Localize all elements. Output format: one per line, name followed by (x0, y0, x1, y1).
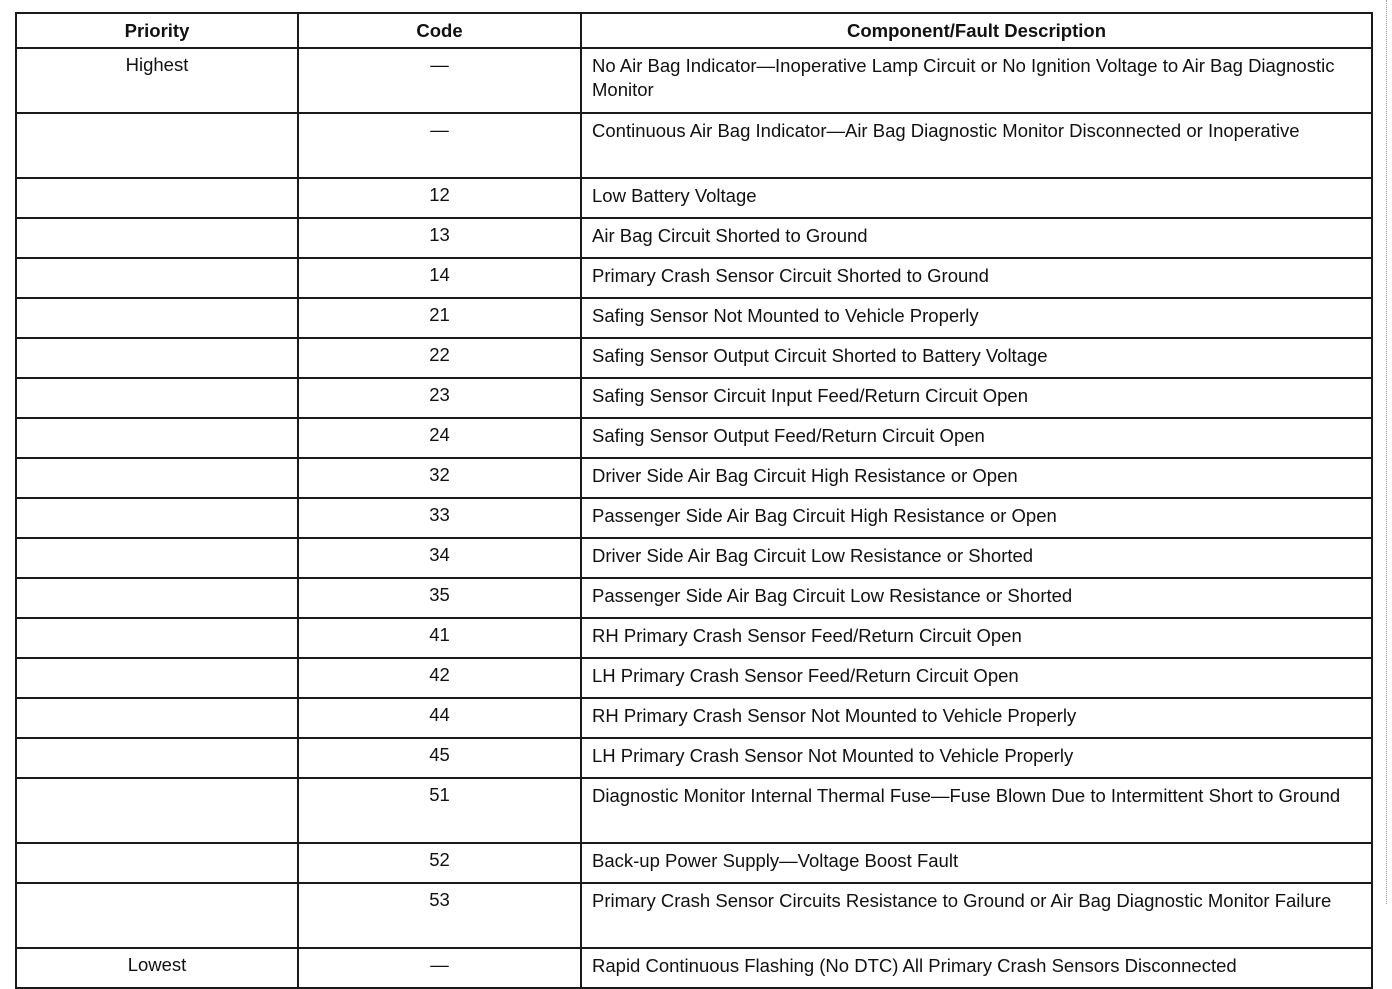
priority-cell (16, 178, 298, 218)
table-body (16, 48, 1372, 988)
description-cell: Passenger Side Air Bag Circuit Low Resistance or Shorted (581, 578, 1372, 618)
table-row (16, 698, 1372, 738)
description-cell: LH Primary Crash Sensor Feed/Return Circuit Open (581, 658, 1372, 698)
code-cell: 52 (298, 843, 581, 883)
code-cell: 51 (298, 778, 581, 843)
code-cell: 33 (298, 498, 581, 538)
table-row (16, 298, 1372, 338)
description-cell: Rapid Continuous Flashing (No DTC) All Primary Crash Sensors Disconnected (581, 948, 1372, 988)
code-cell: 45 (298, 738, 581, 778)
table-row (16, 378, 1372, 418)
table-header (16, 13, 1372, 48)
code-cell: 12 (298, 178, 581, 218)
priority-cell (16, 618, 298, 658)
code-cell: 42 (298, 658, 581, 698)
priority-cell: Lowest (16, 948, 298, 988)
priority-cell (16, 218, 298, 258)
code-cell: 44 (298, 698, 581, 738)
description-cell: Driver Side Air Bag Circuit High Resistance or Open (581, 458, 1372, 498)
code-cell: 32 (298, 458, 581, 498)
table-row (16, 458, 1372, 498)
description-cell: Safing Sensor Output Circuit Shorted to Battery Voltage (581, 338, 1372, 378)
description-cell: Diagnostic Monitor Internal Thermal Fuse—Fuse Blown Due to Intermittent Short to Ground (581, 778, 1372, 843)
code-cell: 24 (298, 418, 581, 458)
description-cell: Primary Crash Sensor Circuits Resistance to Ground or Air Bag Diagnostic Monitor Failure (581, 883, 1372, 948)
code-cell: 35 (298, 578, 581, 618)
table-row (16, 48, 1372, 113)
table-row (16, 658, 1372, 698)
code-cell: 21 (298, 298, 581, 338)
code-cell: — (298, 48, 581, 113)
priority-cell: Highest (16, 48, 298, 113)
description-cell: Driver Side Air Bag Circuit Low Resistance or Shorted (581, 538, 1372, 578)
fault-code-priority-table (15, 12, 1373, 989)
code-cell: 14 (298, 258, 581, 298)
description-cell: No Air Bag Indicator—Inoperative Lamp Circuit or No Ignition Voltage to Air Bag Diagnostic Monitor (581, 48, 1372, 113)
priority-cell (16, 658, 298, 698)
priority-cell (16, 418, 298, 458)
priority-cell (16, 338, 298, 378)
header-row (16, 13, 1372, 48)
table-row (16, 338, 1372, 378)
table-row (16, 948, 1372, 988)
code-cell: 23 (298, 378, 581, 418)
table-row (16, 113, 1372, 178)
table-row (16, 843, 1372, 883)
priority-cell (16, 298, 298, 338)
description-cell: Air Bag Circuit Shorted to Ground (581, 218, 1372, 258)
priority-cell (16, 738, 298, 778)
table-row (16, 218, 1372, 258)
description-cell: Primary Crash Sensor Circuit Shorted to Ground (581, 258, 1372, 298)
description-cell: LH Primary Crash Sensor Not Mounted to Vehicle Properly (581, 738, 1372, 778)
priority-cell (16, 883, 298, 948)
priority-cell (16, 778, 298, 843)
code-cell: — (298, 948, 581, 988)
header-description: Component/Fault Description (581, 13, 1372, 48)
code-cell: — (298, 113, 581, 178)
priority-cell (16, 258, 298, 298)
description-cell: Safing Sensor Output Feed/Return Circuit Open (581, 418, 1372, 458)
table-row (16, 258, 1372, 298)
description-cell: RH Primary Crash Sensor Feed/Return Circuit Open (581, 618, 1372, 658)
table-row (16, 738, 1372, 778)
description-cell: Safing Sensor Not Mounted to Vehicle Properly (581, 298, 1372, 338)
priority-cell (16, 378, 298, 418)
table-row (16, 618, 1372, 658)
description-cell: Low Battery Voltage (581, 178, 1372, 218)
priority-cell (16, 698, 298, 738)
table-row (16, 418, 1372, 458)
priority-cell (16, 458, 298, 498)
table-row (16, 778, 1372, 843)
table-row (16, 578, 1372, 618)
priority-cell (16, 498, 298, 538)
scan-edge-divider (1386, 0, 1387, 904)
priority-cell (16, 578, 298, 618)
table-row (16, 538, 1372, 578)
header-priority: Priority (16, 13, 298, 48)
priority-cell (16, 843, 298, 883)
priority-cell (16, 113, 298, 178)
description-cell: RH Primary Crash Sensor Not Mounted to Vehicle Properly (581, 698, 1372, 738)
code-cell: 34 (298, 538, 581, 578)
table-row (16, 883, 1372, 948)
code-cell: 13 (298, 218, 581, 258)
header-code: Code (298, 13, 581, 48)
code-cell: 53 (298, 883, 581, 948)
code-cell: 41 (298, 618, 581, 658)
code-cell: 22 (298, 338, 581, 378)
table-row (16, 498, 1372, 538)
description-cell: Safing Sensor Circuit Input Feed/Return Circuit Open (581, 378, 1372, 418)
table-row (16, 178, 1372, 218)
description-cell: Passenger Side Air Bag Circuit High Resistance or Open (581, 498, 1372, 538)
description-cell: Continuous Air Bag Indicator—Air Bag Diagnostic Monitor Disconnected or Inoperative (581, 113, 1372, 178)
description-cell: Back-up Power Supply—Voltage Boost Fault (581, 843, 1372, 883)
priority-cell (16, 538, 298, 578)
